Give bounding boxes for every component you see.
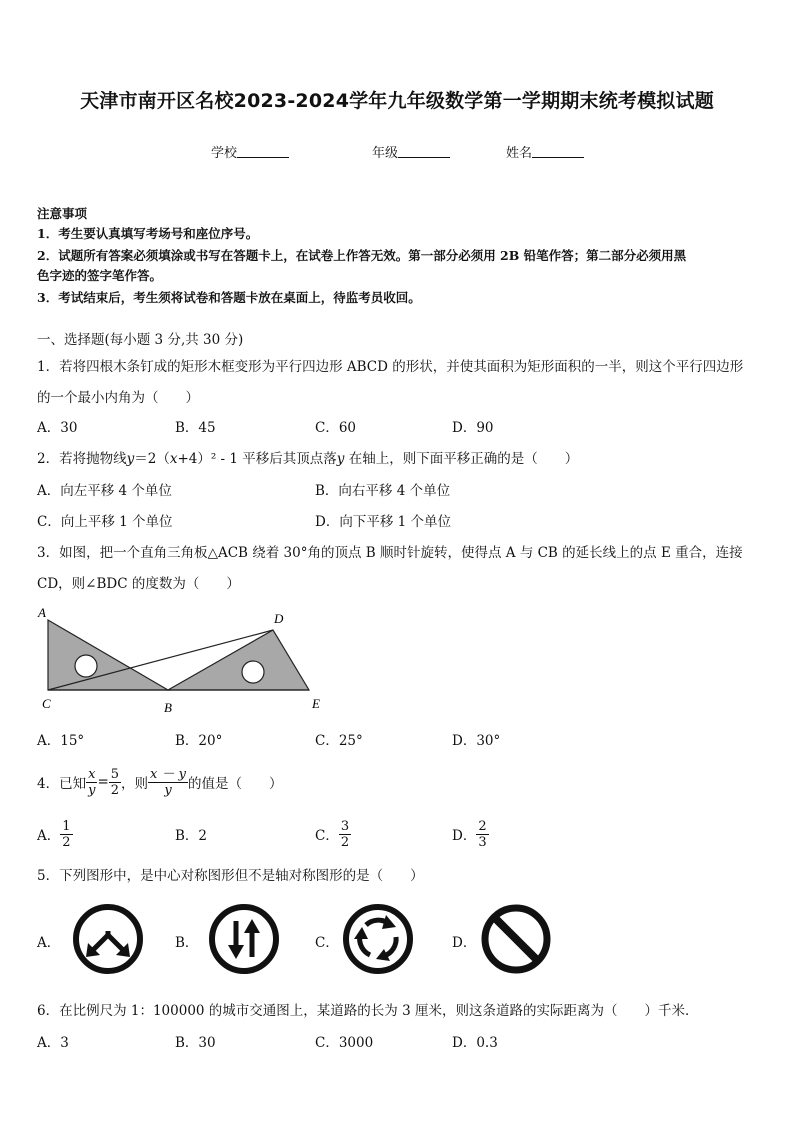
option-label: D． xyxy=(452,828,477,844)
sign-two-way-arrows-icon xyxy=(208,903,280,975)
q5-stem: 5．下列图形中，是中心对称图形但不是轴对称图形的是（ ） xyxy=(37,868,424,884)
q1-option-a[interactable]: A．30 xyxy=(37,420,78,436)
q4-stem-post: 的值是（ ） xyxy=(188,776,283,792)
q1-stem: 1．若将四根木条钉成的矩形木框变形为平行四边形 ABCD 的形状，并使其面积为矩形面积的一半，则这个平行四边形 xyxy=(37,359,744,375)
q6-option-b[interactable]: B．30 xyxy=(175,1035,216,1051)
q1-option-c[interactable]: C．60 xyxy=(315,420,357,436)
q2-formula-rest: +4）² - 1 平移后其顶点落 xyxy=(177,451,337,467)
q4-option-a[interactable] xyxy=(37,816,73,852)
notice-item: 1．考生要认真填写考场号和座位序号。 xyxy=(37,226,259,241)
fraction-numerator: 1 xyxy=(62,818,71,834)
page-title: 天津市南开区名校2023-2024学年九年级数学第一学期期末统考模拟试题 xyxy=(80,90,714,112)
fraction-denominator: 2 xyxy=(340,834,350,850)
q5-option-b[interactable]: B． xyxy=(175,935,199,951)
q4-fraction-expression xyxy=(148,767,188,798)
q4-option-d[interactable] xyxy=(452,816,489,852)
triangle-acb xyxy=(48,620,168,690)
q1-option-d[interactable]: D．90 xyxy=(452,420,494,436)
name-field[interactable] xyxy=(506,142,584,161)
point-a-label: A xyxy=(38,605,46,620)
q5-option-a[interactable]: A． xyxy=(37,935,61,951)
q3-stem: 3．如图，把一个直角三角板△ACB 绕着 30°角的顶点 B 顺时针旋转，使得点 A 与 CB 的延长线上的点 E 重合，连接 xyxy=(37,545,743,561)
fraction-numerator: 3 xyxy=(340,818,350,834)
q5-option-d[interactable]: D． xyxy=(452,935,477,951)
option-label: B．2 xyxy=(175,828,208,844)
fraction-numerator: 2 xyxy=(478,818,487,834)
q3-option-d[interactable]: D．30° xyxy=(452,733,501,749)
name-label: 姓名 xyxy=(506,146,533,161)
q4-stem-mid: ，则 xyxy=(121,776,149,792)
q3-triangle-figure xyxy=(30,600,340,718)
option-label: A． xyxy=(37,828,61,844)
q5-option-c[interactable]: C． xyxy=(315,935,339,951)
fraction-denominator: 2 xyxy=(62,834,71,850)
q2-option-b[interactable]: B．向右平移 4 个单位 xyxy=(315,483,451,499)
q2-stem-post: 在轴上，则下面平移正确的是（ ） xyxy=(344,451,579,467)
triangle-hole-right xyxy=(242,661,264,683)
fraction-denominator: y xyxy=(88,782,96,798)
fraction-numerator: x xyxy=(88,766,96,782)
q1-stem-cont: 的一个最小内角为（ ） xyxy=(37,390,199,406)
q6-stem: 6．在比例尺为 1：100000 的城市交通图上，某道路的长为 3 厘米，则这条道路的实际距离为（ ）千米． xyxy=(37,1003,699,1019)
q2-option-a[interactable]: A．向左平移 4 个单位 xyxy=(37,483,172,499)
school-field[interactable] xyxy=(211,142,289,161)
school-blank[interactable] xyxy=(237,145,289,158)
option-label: C． xyxy=(315,828,339,844)
notice-item: 3．考试结束后，考生须将试卷和答题卡放在桌面上，待监考员收回。 xyxy=(37,290,421,305)
fraction-denominator: 3 xyxy=(478,834,487,850)
q4-equals: = xyxy=(97,774,109,790)
q4-fraction-x-over-y xyxy=(86,767,97,798)
notice-item: 色字迹的签字笔作答。 xyxy=(37,268,163,283)
q4-stem-pre: 4．已知 xyxy=(37,776,87,792)
q3-option-b[interactable]: B．20° xyxy=(175,733,223,749)
fraction-numerator: x － y xyxy=(150,766,186,782)
option-fraction xyxy=(60,819,72,850)
q2-option-c[interactable]: C．向上平移 1 个单位 xyxy=(37,514,173,530)
q3-stem-cont: CD，则∠BDC 的度数为（ ） xyxy=(37,576,240,592)
q4-option-b[interactable] xyxy=(175,816,207,852)
fraction-numerator: 5 xyxy=(110,766,120,782)
notice-heading: 注意事项 xyxy=(37,206,88,221)
name-blank[interactable] xyxy=(532,145,584,158)
notice-item: 2．试题所有答案必须填涂或书写在答题卡上，在试卷上作答无效。第一部分必须用 2B 铅笔作答；第二部分必须用黑 xyxy=(37,248,687,263)
school-label: 学校 xyxy=(211,146,238,161)
grade-label: 年级 xyxy=(372,146,399,161)
q2-formula-x: x xyxy=(169,451,178,467)
fraction-denominator: 2 xyxy=(110,782,120,798)
q4-stem xyxy=(37,764,283,800)
point-b-label: B xyxy=(164,700,172,715)
point-d-label: D xyxy=(274,611,284,626)
section-heading: 一、选择题(每小题 3 分,共 30 分) xyxy=(37,332,244,348)
q2-formula-y: y xyxy=(126,451,135,467)
q2-option-d[interactable]: D．向下平移 1 个单位 xyxy=(315,514,451,530)
option-fraction xyxy=(476,819,488,850)
q2-stem xyxy=(37,447,578,467)
q2-formula-mid: ＝2（ xyxy=(134,451,170,467)
option-fraction xyxy=(339,819,351,850)
grade-blank[interactable] xyxy=(398,145,450,158)
q1-option-b[interactable]: B．45 xyxy=(175,420,216,436)
sign-prohibition-icon xyxy=(480,903,552,975)
point-c-label: C xyxy=(42,696,51,711)
q6-option-c[interactable]: C．3000 xyxy=(315,1035,374,1051)
fraction-denominator: y xyxy=(164,782,172,798)
sign-roundabout-icon xyxy=(342,903,414,975)
q2-on-y: y xyxy=(336,451,345,467)
triangle-hole-left xyxy=(75,655,97,677)
q4-fraction-5-over-2 xyxy=(109,767,121,798)
sign-diagonal-arrows-icon xyxy=(72,903,144,975)
q6-option-d[interactable]: D．0.3 xyxy=(452,1035,498,1051)
q2-stem-pre: 2．若将抛物线 xyxy=(37,451,127,467)
grade-field[interactable] xyxy=(372,142,450,161)
q6-option-a[interactable]: A．3 xyxy=(37,1035,69,1051)
q3-option-c[interactable]: C．25° xyxy=(315,733,363,749)
q4-option-c[interactable] xyxy=(315,816,351,852)
q3-option-a[interactable]: A．15° xyxy=(37,733,85,749)
point-e-label: E xyxy=(312,696,320,711)
